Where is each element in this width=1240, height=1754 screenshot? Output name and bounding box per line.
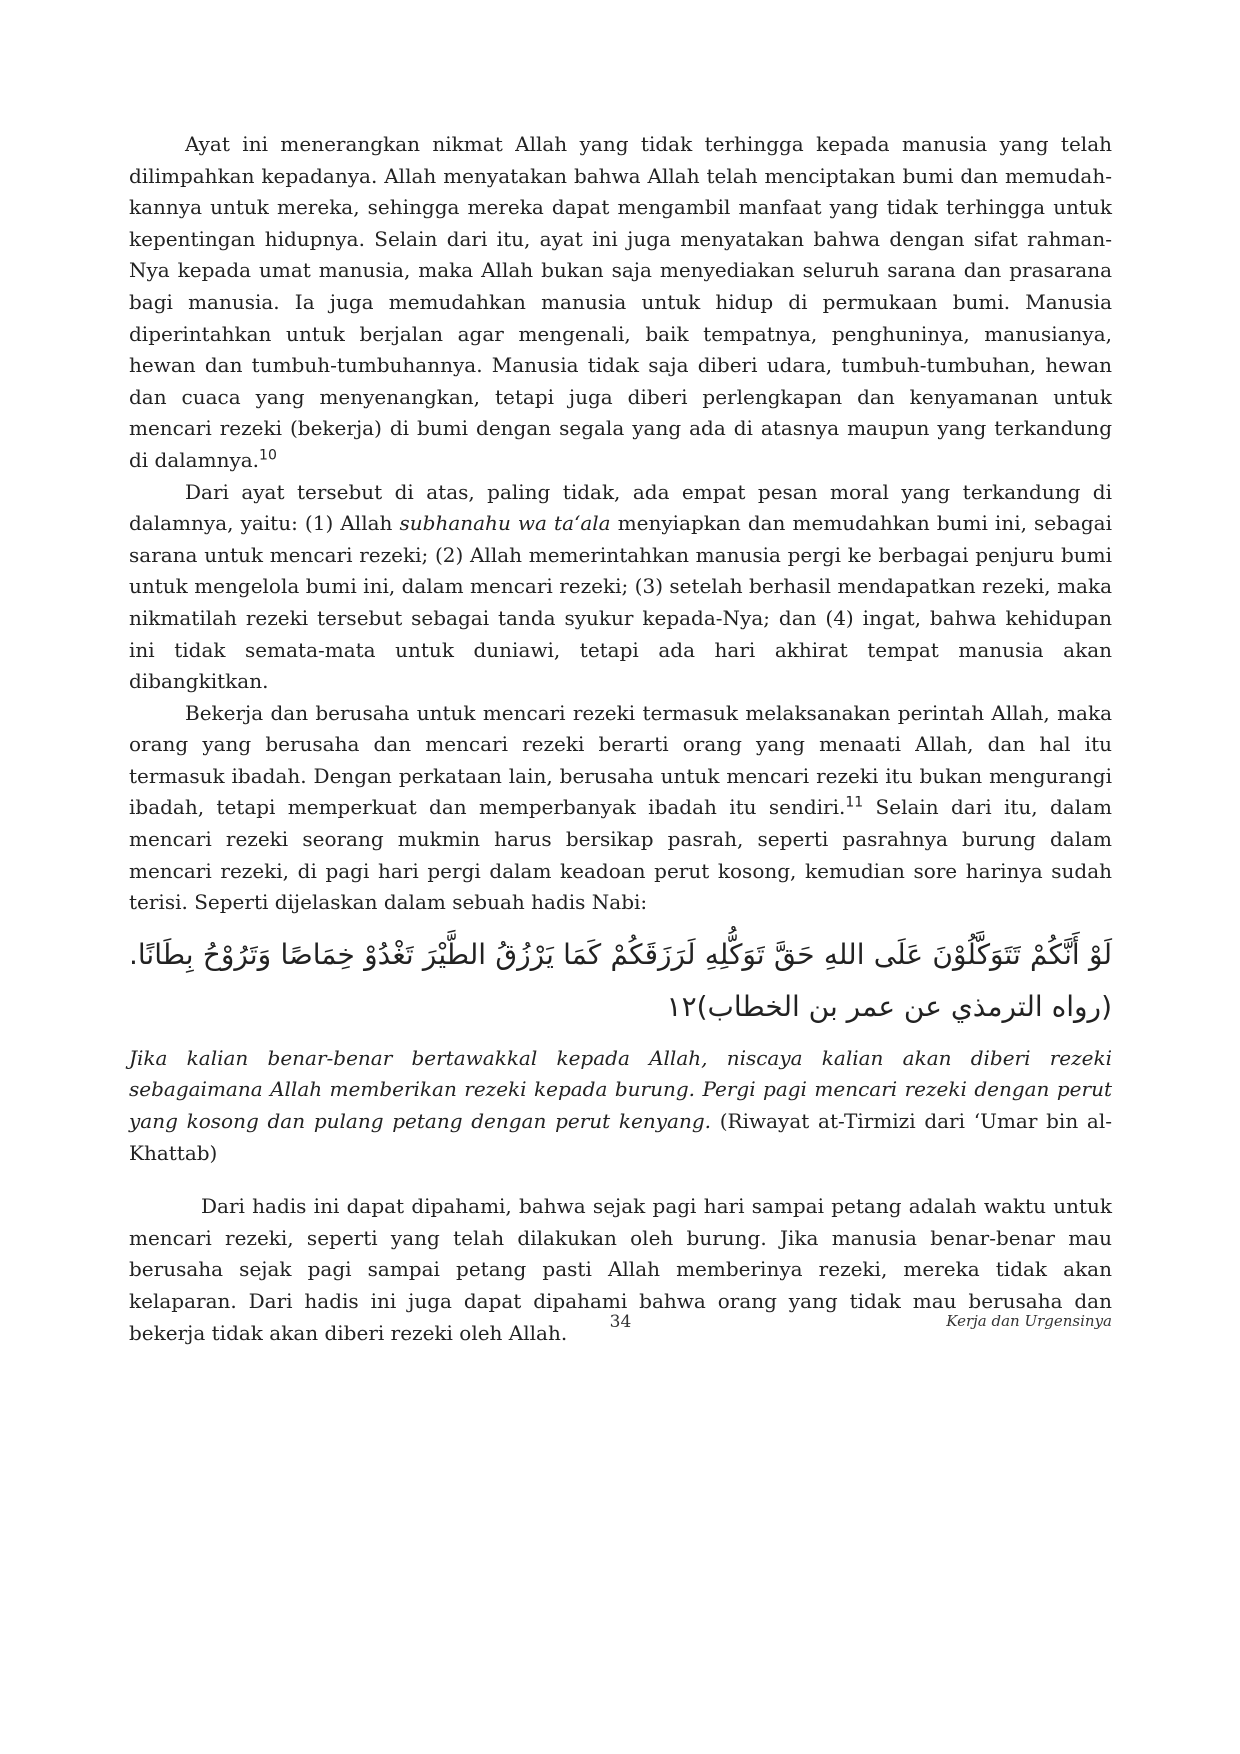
paragraph-3-text-b: Selain dari itu, dalam mencari rezeki seorang mukmin harus bersikap pasrah, seperti pasrahnya burung dalam mencari rezeki, di pagi hari pergi dalam keadoan perut kosong, kemudian sore harinya sudah terisi. Seperti dijelaskan dalam sebuah hadis Nabi: (129, 795, 1112, 915)
paragraph-4: Dari hadis ini dapat dipahami, bahwa sejak pagi hari sampai petang adalah waktu untuk mencari rezeki, seperti yang telah dilakukan oleh burung. Jika manusia benar-benar mau berusaha sejak pagi sampai petang pasti Allah memberinya rezeki, mereka tidak akan kelaparan. Dari hadis ini juga dapat dipahami bahwa orang yang tidak mau berusaha dan bekerja tidak akan diberi rezeki oleh Allah. (129, 1194, 1112, 1345)
running-title: Kerja dan Urgensinya (946, 1312, 1112, 1330)
paragraph-2 (129, 477, 1112, 698)
page-number: 34 (609, 1312, 632, 1332)
paragraph-3 (129, 698, 1112, 919)
page-body (129, 129, 1112, 1349)
paragraph-2-italic: subhanahu wa ta‘ala (399, 511, 611, 536)
paragraph-1-text: Ayat ini menerangkan nikmat Allah yang tidak terhingga kepada manusia yang telah dilimpahkan kepadanya. Allah menyatakan bahwa Allah telah menciptakan bumi dan memudahkannya untuk mereka, sehingga mereka dapat mengambil manfaat yang tidak terhingga untuk kepentingan hidupnya. Selain dari itu, ayat ini juga menyatakan bahwa dengan sifat rahman-Nya kepada umat manusia, maka Allah bukan saja menyediakan seluruh sarana dan prasarana bagi manusia. Ia juga memudahkan manusia untuk hidup di permukaan bumi. Manusia diperintahkan untuk berjalan agar mengenali, baik tempatnya, penghuninya, manusianya, hewan dan tumbuh-tumbuhannya. Manusia tidak saja diberi udara, tumbuh-tumbuhan, hewan dan cuaca yang menyenangkan, tetapi juga diberi perlengkapan dan kenyamanan untuk mencari rezeki (bekerja) di bumi dengan segala yang ada di atasnya maupun yang terkandung di dalamnya. (129, 132, 1112, 472)
paragraph-3-text-a: Bekerja dan berusaha untuk mencari rezeki termasuk melaksanakan perintah Allah, maka orang yang berusaha dan mencari rezeki berarti orang yang menaati Allah, dan hal itu termasuk ibadah. Dengan perkataan lain, berusaha untuk mencari rezeki itu bukan mengurangi ibadah, tetapi memperkuat dan memperbanyak ibadah itu sendiri. (129, 700, 1112, 820)
paragraph-1 (129, 129, 1112, 477)
hadith-arabic-text: لَوْ أَنَّكُمْ تَتَوَكَّلُوْنَ عَلَى اللهِ حَقَّ تَوَكُّلِهِ لَرَزَقَكُمْ كَمَا يَرْزُقُ الطَّيْرَ تَغْدُوْ خِمَاصًا وَتَرُوْحُ بِطَانًا. (رواه الترمذي عن عمر بن الخطاب)١٢ (129, 937, 1112, 1023)
page-footer (129, 1312, 1112, 1342)
footnote-ref-11: 11 (845, 794, 864, 811)
hadith-translation-italic: Jika kalian benar-benar bertawakkal kepada Allah, niscaya kalian akan diberi rezeki sebagaimana Allah memberikan rezeki kepada burung. Pergi pagi mencari rezeki dengan perut yang kosong dan pulang petang dengan perut kenyang. (129, 1045, 1112, 1134)
paragraph-2-text-a: Dari ayat tersebut di atas, paling tidak, ada empat pesan moral yang terkandung di dalamnya, yaitu: (1) Allah (129, 479, 1112, 536)
hadith-source: (Riwayat at-Tirmizi dari ‘Umar bin al-Khattab) (129, 1109, 1112, 1165)
paragraph-2-text-b: menyiapkan dan memudahkan bumi ini, sebagai sarana untuk mencari rezeki; (2) Allah memerintahkan manusia pergi ke berbagai penjuru bumi untuk mengelola bumi ini, dalam mencari rezeki; (3) setelah berhasil mendapatkan rezeki, maka nikmatilah rezeki tersebut sebagai tanda syukur kepada-Nya; dan (4) ingat, bahwa kehidupan ini tidak semata-mata untuk duniawi, tetapi ada hari akhirat tempat manusia akan dibangkitkan. (129, 511, 1112, 694)
footnote-ref-10: 10 (259, 447, 277, 464)
hadith-translation (129, 1043, 1112, 1169)
